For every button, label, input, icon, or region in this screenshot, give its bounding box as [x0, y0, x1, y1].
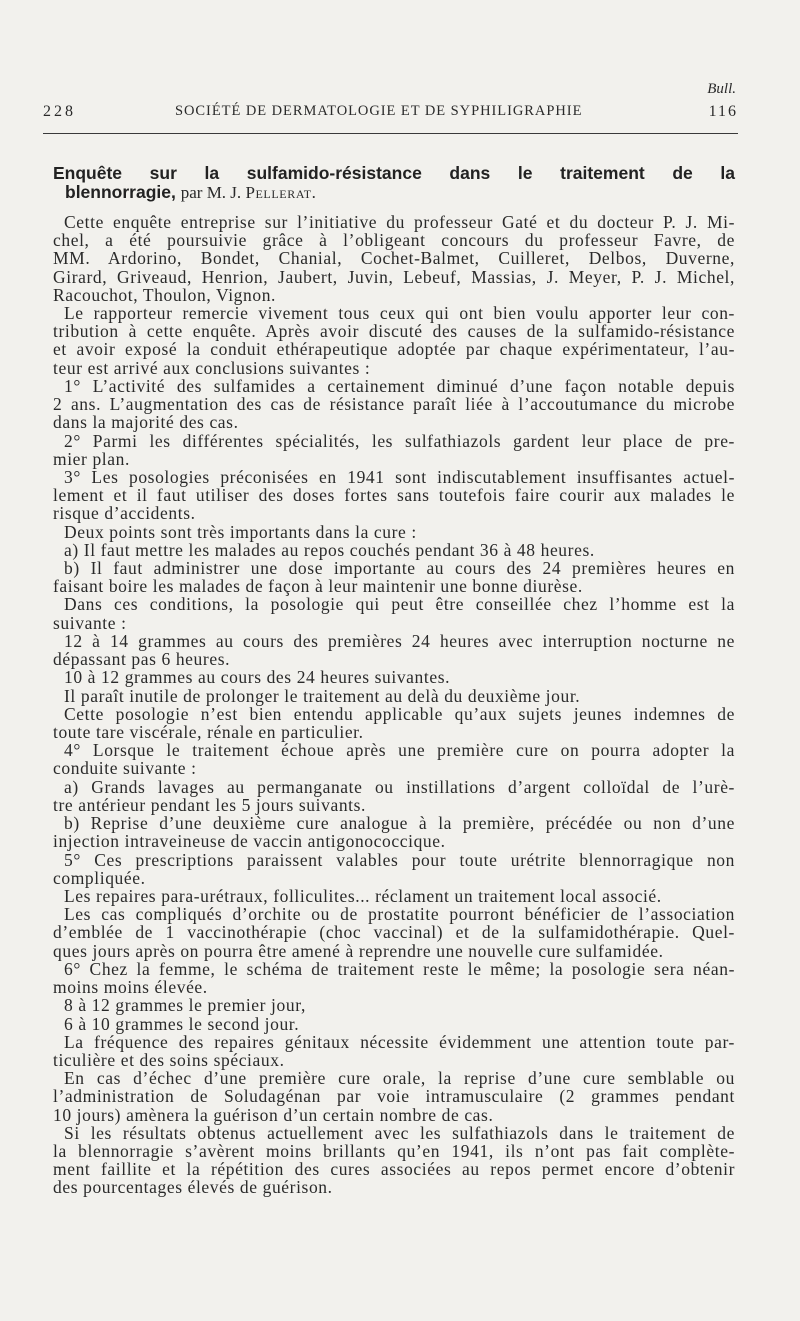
body-line: la blennorragie s’avèrent moins brillants qu’en 1941, ils n’ont pas fait complète- [53, 1141, 735, 1162]
body-line: Il paraît inutile de prolonger le traitement au delà du deuxième jour. [64, 685, 581, 706]
paragraph [53, 687, 735, 705]
body-line: ticulière et des soins spéciaux. [53, 1049, 285, 1070]
body-line: suivante : [53, 612, 127, 633]
body-line: dans la majorité des cas. [53, 412, 239, 433]
body-line: teur est arrivé aux conclusions suivantes : [53, 357, 371, 378]
paragraph [53, 468, 735, 523]
paragraph [53, 1033, 735, 1069]
body-line: La fréquence des repaires génitaux nécessite évidemment une attention toute par- [64, 1031, 735, 1052]
title-line-2 [53, 183, 735, 202]
header-rule [43, 133, 738, 134]
body-line: 2 ans. L’augmentation des cas de résistance paraît liée à l’accoutumance du microbe [53, 394, 735, 415]
body-line: a) Grands lavages au permanganate ou instillations d’argent colloïdal de l’urè- [64, 776, 735, 797]
paragraph [53, 595, 735, 631]
body-line: Cette enquête entreprise sur l’initiative du professeur Gaté et du docteur P. J. Mi- [64, 211, 735, 232]
body-line: a) Il faut mettre les malades au repos couchés pendant 36 à 48 heures. [64, 539, 595, 560]
body-line: d’emblée de 1 vaccinothérapie (choc vaccinal) et de la sulfamidothérapie. Quel- [53, 922, 735, 943]
body-line: 1° L’activité des sulfamides a certainement diminué d’une façon notable depuis [64, 375, 735, 396]
body-line: et avoir exposé la conduit ethérapeutique adoptée par chaque expérimentateur, l’au- [53, 339, 735, 360]
paragraph [53, 778, 735, 814]
body-line: En cas d’échec d’une première cure orale, la reprise d’une cure semblable ou [64, 1068, 735, 1089]
paragraph [53, 377, 735, 432]
body-line: l’administration de Soludagénan par voie intramusculaire (2 grammes pendant [53, 1086, 735, 1107]
body-line: lement et il faut utiliser des doses fortes sans toutefois faire courir aux malades le [53, 485, 735, 506]
bulletin-page-number: 116 [708, 103, 738, 120]
body-line: b) Reprise d’une deuxième cure analogue à la première, précédée ou non d’une [64, 813, 735, 834]
paragraph [53, 213, 735, 304]
body-line: tribution à cette enquête. Après avoir discuté des causes de la sulfamido-résistance [53, 321, 735, 342]
paragraph [53, 887, 735, 905]
paragraph [53, 559, 735, 595]
paragraph [53, 432, 735, 468]
body-line: 6° Chez la femme, le schéma de traitement reste le même; la posologie sera néan- [64, 958, 735, 979]
paragraph [53, 814, 735, 850]
paragraph [53, 1069, 735, 1124]
body-line: conduite suivante : [53, 758, 197, 779]
body-line: dépassant pas 6 heures. [53, 649, 231, 670]
body-line: faisant boire les malades de façon à leur maintenir une bonne diurèse. [53, 576, 583, 597]
body-line: b) Il faut administrer une dose importante au cours des 24 premières heures en [64, 558, 735, 579]
title-line: Enquête sur la sulfamido-résistance dans le traitement de la [53, 163, 735, 183]
paragraph [53, 960, 735, 996]
paragraph [53, 1015, 735, 1033]
paragraph [53, 523, 735, 541]
body-line: 10 à 12 grammes au cours des 24 heures suivantes. [64, 667, 451, 688]
title-line: blennorragie, [65, 181, 176, 202]
body-line: Deux points sont très importants dans la cure : [64, 521, 417, 542]
body-line: toute tare viscérale, rénale en particulier. [53, 722, 364, 743]
body-line: Dans ces conditions, la posologie qui peut être conseillée chez l’homme est la [64, 594, 735, 615]
journal-abbrev: Bull. [707, 81, 736, 97]
author-name: Pellerat. [245, 182, 317, 202]
body-line: risque d’accidents. [53, 503, 196, 524]
body-line: des pourcentages élevés de guérison. [53, 1177, 333, 1198]
byline-prefix: par M. J. [180, 182, 242, 202]
body-line: 10 jours) amènera la guérison d’un certain nombre de cas. [53, 1104, 494, 1125]
article-body [53, 213, 735, 1197]
body-line: MM. Ardorino, Bondet, Chanial, Cochet-Balmet, Cuilleret, Delbos, Duverne, [53, 248, 735, 269]
paragraph [53, 851, 735, 887]
paragraph [53, 541, 735, 559]
body-line: Le rapporteur remercie vivement tous ceux qui ont bien voulu apporter leur con- [64, 302, 735, 323]
body-line: Si les résultats obtenus actuellement avec les sulfathiazols dans le traitement de [64, 1122, 735, 1143]
body-line: Les repaires para-urétraux, folliculites... réclament un traitement local associé. [64, 885, 662, 906]
body-line: 6 à 10 grammes le second jour. [64, 1013, 300, 1034]
body-line: 8 à 12 grammes le premier jour, [64, 995, 306, 1016]
body-line: tre antérieur pendant les 5 jours suivants. [53, 794, 367, 815]
body-line: Racouchot, Thoulon, Vignon. [53, 284, 277, 305]
paragraph [53, 668, 735, 686]
page-number: 228 [43, 103, 76, 120]
byline [181, 183, 317, 202]
body-line: 2° Parmi les différentes spécialités, les sulfathiazols gardent leur place de pre- [64, 430, 735, 451]
paragraph [53, 741, 735, 777]
paragraph [53, 1124, 735, 1197]
paragraph [53, 705, 735, 741]
article-title [53, 164, 735, 201]
paragraph [53, 632, 735, 668]
paragraph [53, 905, 735, 960]
body-line: injection intraveineuse de vaccin antigonococcique. [53, 831, 446, 852]
paragraph [53, 304, 735, 377]
body-line: ment faillite et la répétition des cures associées au repos permet encore d’obtenir [53, 1159, 735, 1180]
paragraph [53, 996, 735, 1014]
body-line: compliquée. [53, 867, 146, 888]
body-line: 3° Les posologies préconisées en 1941 sont indiscutablement insuffisantes actuel- [64, 466, 735, 487]
body-line: 12 à 14 grammes au cours des premières 24 heures avec interruption nocturne ne [64, 630, 735, 651]
body-line: Les cas compliqués d’orchite ou de prostatite pourront bénéficier de l’association [64, 904, 735, 925]
body-line: 4° Lorsque le traitement échoue après une première cure on pourra adopter la [64, 740, 735, 761]
body-line: 5° Ces prescriptions paraissent valables pour toute urétrite blennorragique non [64, 849, 735, 870]
body-line: Cette posologie n’est bien entendu applicable qu’aux sujets jeunes indemnes de [64, 703, 735, 724]
body-line: moins moins élevée. [53, 977, 208, 998]
body-line: ques jours après on pourra être amené à reprendre une nouvelle cure sulfamidée. [53, 940, 664, 961]
body-line: Girard, Griveaud, Henrion, Jaubert, Juvin, Lebeuf, Massias, J. Meyer, P. J. Michel, [53, 266, 735, 287]
body-line: mier plan. [53, 448, 130, 469]
running-title: SOCIÉTÉ DE DERMATOLOGIE ET DE SYPHILIGRAPHIE [175, 103, 583, 119]
body-line: chel, a été poursuivie grâce à l’obligeant concours du professeur Favre, de [53, 230, 735, 251]
